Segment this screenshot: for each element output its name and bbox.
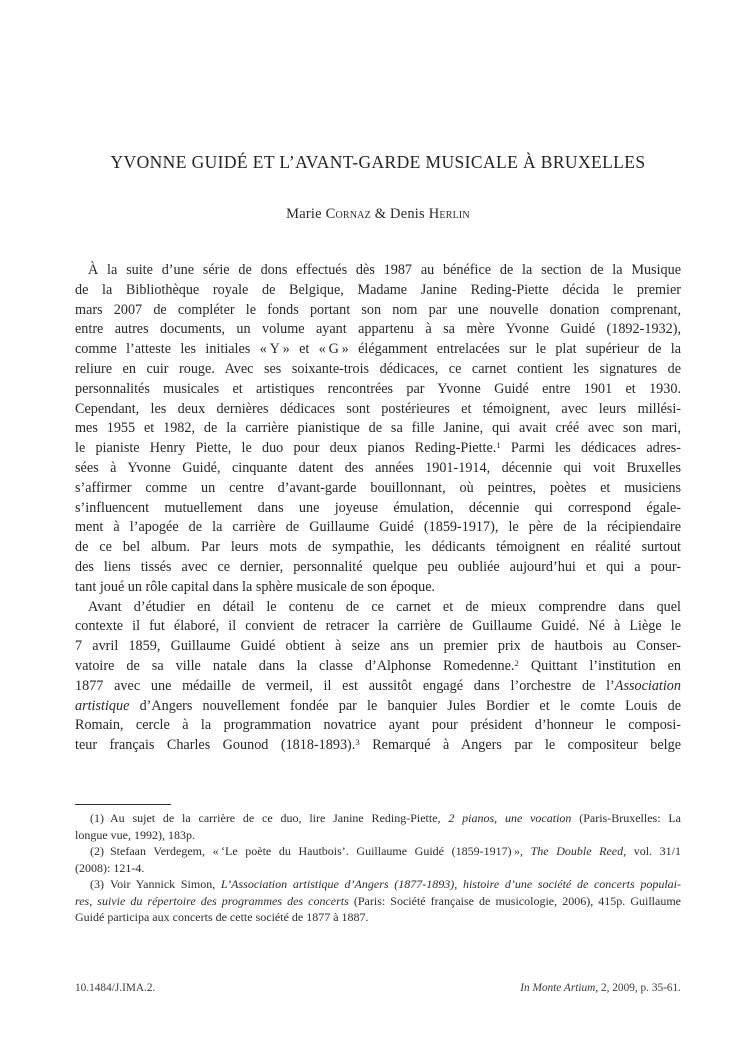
text-line bbox=[75, 400, 681, 420]
article-body bbox=[75, 261, 681, 756]
text-segment: Marie bbox=[286, 206, 326, 222]
text-line bbox=[75, 578, 681, 598]
footnote-2 bbox=[75, 843, 681, 876]
text-segment: sées à Yvonne Guidé, cinquante datent des années 1901-1914, décennie qui voit Bruxelles bbox=[75, 459, 681, 476]
text-segment: , vol. 31/1 bbox=[623, 844, 682, 858]
text-segment: (2008): 121-4. bbox=[75, 860, 145, 875]
text-segment: comme l’atteste les initiales « Y » et « G » élégamment entrelacées sur le plat supérieur de la bbox=[75, 341, 681, 358]
text-line bbox=[75, 876, 681, 893]
text-segment: des liens tissés avec ce dernier, personnalité quelque peu oubliée aujourd’hui et qui a pour- bbox=[75, 558, 681, 575]
page-footer bbox=[75, 982, 681, 994]
text-segment: d’Angers nouvellement fondée par le banquier Jules Bordier et le comte Louis de bbox=[129, 697, 681, 714]
text-segment: À la suite d’une série de dons effectués dès 1987 au bénéfice de la section de la Musique bbox=[88, 262, 681, 278]
text-segment: (2) Stefaan Verdegem, « ‘Le poète du Hautbois’. Guillaume Guidé (1859-1917) », bbox=[90, 844, 531, 858]
text-line bbox=[75, 459, 681, 479]
text-segment: (Paris: Société française de musicologie, 2006), 415p. Guillaume bbox=[348, 893, 681, 908]
text-line bbox=[75, 657, 681, 677]
text-segment: The Double Reed bbox=[530, 844, 624, 858]
footnotes-section bbox=[75, 810, 681, 926]
text-line bbox=[75, 479, 681, 499]
article-title: YVONNE GUIDÉ ET L’AVANT-GARDE MUSICALE À BRUXELLES bbox=[110, 152, 646, 172]
text-segment: entre autres documents, un volume ayant appartenu à sa mère Yvonne Guidé (1892-1932), bbox=[75, 321, 681, 338]
text-line bbox=[75, 827, 681, 844]
text-segment: de ce bel album. Par leurs mots de sympathie, les dédicants témoignent en réalité surtout bbox=[75, 539, 681, 556]
text-line bbox=[75, 598, 681, 618]
text-segment: le pianiste Henry Piette, le duo pour deux pianos Reding-Piette. bbox=[75, 440, 497, 457]
text-segment: Cependant, les deux dernières dédicaces sont postérieures et témoignent, avec leurs millési- bbox=[75, 400, 681, 417]
text-segment: Association bbox=[614, 677, 681, 694]
text-segment: Cornaz bbox=[325, 206, 371, 222]
text-segment: (Paris-Bruxelles: La bbox=[571, 811, 681, 825]
text-segment: longue vue, 1992), 183p. bbox=[75, 827, 195, 842]
text-segment: Guidé participa aux concerts de cette société de 1877 à 1887. bbox=[75, 910, 369, 924]
text-line bbox=[75, 810, 681, 827]
text-line bbox=[75, 499, 681, 519]
text-segment: res, suivie du répertoire des programmes des concerts bbox=[75, 893, 349, 908]
text-segment: tant joué un rôle capital dans la sphère musicale de son époque. bbox=[75, 578, 436, 595]
text-line bbox=[75, 893, 681, 910]
text-line bbox=[75, 558, 681, 578]
text-line bbox=[75, 439, 681, 459]
paragraph-1 bbox=[75, 261, 681, 598]
text-segment: Remarqué à Angers par le compositeur belge bbox=[359, 737, 681, 754]
journal-citation bbox=[520, 982, 681, 994]
text-segment: vatoire de sa ville natale dans la classe d’Alphonse Romedenne. bbox=[75, 657, 515, 674]
text-line bbox=[75, 736, 681, 756]
text-line bbox=[75, 340, 681, 360]
text-segment: mars 2007 de compléter le fonds portant son nom par une nouvelle donation comprenant, bbox=[75, 301, 681, 318]
text-line bbox=[75, 843, 681, 860]
text-line bbox=[75, 677, 681, 697]
text-segment: s’affirmer comme un centre d’avant-garde bouillonnant, où peintres, poètes et musiciens bbox=[75, 479, 681, 496]
text-line bbox=[75, 637, 681, 657]
text-segment: Parmi les dédicaces adres- bbox=[500, 440, 681, 457]
text-segment: Romain, cercle à la programmation novatrice ayant pour président d’honneur le composi- bbox=[75, 717, 681, 734]
footnote-marker: 1 bbox=[496, 440, 501, 451]
text-segment: de la Bibliothèque royale de Belgique, Madame Janine Reding-Piette décida le premier bbox=[75, 281, 681, 298]
text-line bbox=[75, 617, 681, 637]
paragraph-2 bbox=[75, 598, 681, 756]
text-line bbox=[75, 538, 681, 558]
text-segment: artistique bbox=[75, 697, 130, 714]
text-line bbox=[75, 301, 681, 321]
text-segment: Herlin bbox=[428, 206, 470, 222]
text-line bbox=[75, 360, 681, 380]
article-authors bbox=[0, 206, 756, 223]
text-segment: & Denis bbox=[370, 206, 429, 222]
text-line bbox=[75, 697, 681, 717]
text-segment: 1877 avec une médaille de vermeil, il est aussitôt engagé dans l’orchestre de l’ bbox=[75, 677, 615, 694]
footnote-3 bbox=[75, 876, 681, 926]
text-segment: ment à l’apogée de la carrière de Guillaume Guidé (1859-1917), le père de la récipiendaire bbox=[75, 519, 681, 536]
doi-text: 10.1484/J.IMA.2. bbox=[75, 982, 156, 994]
footnote-marker: 2 bbox=[514, 657, 519, 668]
text-segment: s’influencent mutuellement dans une joyeuse émulation, décennie qui correspond égale- bbox=[75, 499, 681, 516]
text-line bbox=[75, 860, 681, 877]
text-segment: Quittant l’institution en bbox=[518, 657, 681, 674]
text-segment: (1) Au sujet de la carrière de ce duo, lire Janine Reding-Piette, bbox=[90, 811, 449, 825]
text-segment: In Monte Artium bbox=[520, 982, 596, 994]
text-line bbox=[75, 261, 681, 281]
text-line bbox=[75, 380, 681, 400]
text-segment: 2 pianos, une vocation bbox=[448, 811, 572, 825]
text-segment: Avant d’étudier en détail le contenu de ce carnet et de mieux comprendre dans quel bbox=[88, 598, 681, 615]
footnote-marker: 3 bbox=[355, 737, 360, 748]
text-line bbox=[75, 281, 681, 301]
text-segment: personnalités musicales et artistiques rencontrées par Yvonne Guidé entre 1901 et 1930. bbox=[75, 380, 681, 397]
text-segment: , 2, 2009, p. 35-61. bbox=[595, 982, 681, 994]
footnote-1 bbox=[75, 810, 681, 843]
text-line bbox=[75, 909, 681, 926]
text-line bbox=[75, 419, 681, 439]
text-segment: reliure en cuir rouge. Avec ses soixante-trois dédicaces, ce carnet contient les signatures de bbox=[75, 360, 681, 377]
text-segment: teur français Charles Gounod (1818-1893). bbox=[75, 737, 356, 754]
text-segment: mes 1955 et 1982, de la carrière pianistique de sa fille Janine, qui avait créé avec son mari, bbox=[75, 420, 681, 437]
text-segment: 7 avril 1859, Guillaume Guidé obtient à seize ans un premier prix de hautbois au Conser- bbox=[75, 638, 681, 655]
footnote-separator bbox=[75, 804, 171, 805]
text-line bbox=[75, 518, 681, 538]
text-segment: contexte il fut élaboré, il convient de retracer la carrière de Guillaume Guidé. Né à Liège le bbox=[75, 618, 681, 635]
text-segment: L’Association artistique d’Angers (1877-1893), histoire d’une société de concerts populai- bbox=[220, 877, 681, 891]
text-segment: (3) Voir Yannick Simon, bbox=[90, 877, 221, 891]
text-line bbox=[75, 320, 681, 340]
text-line bbox=[75, 716, 681, 736]
